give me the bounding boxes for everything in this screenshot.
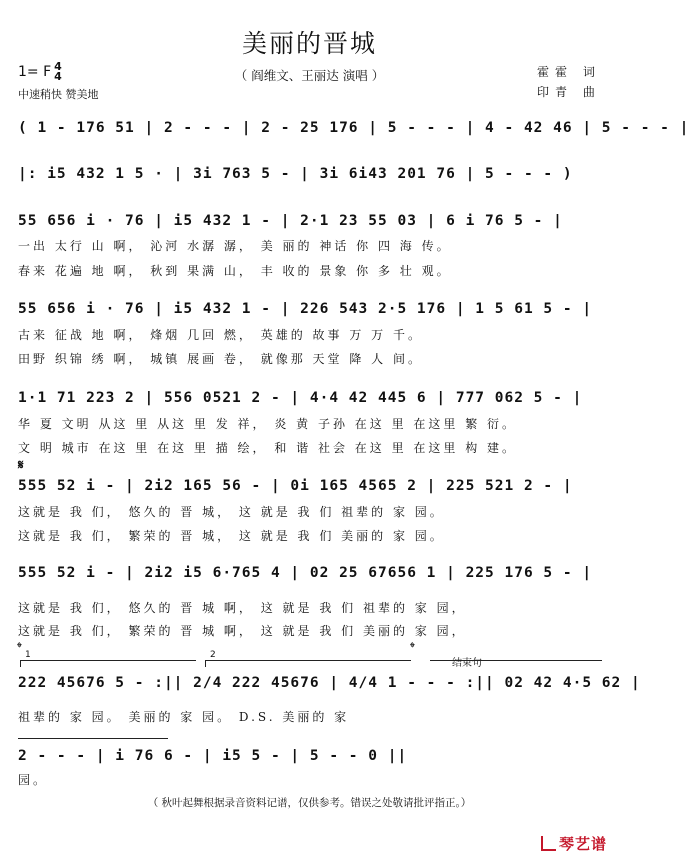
lyric-line-9: 这就是 我 们， 悠久的 晋 城 啊， 这 就是 我 们 祖辈的 家 园， (18, 601, 467, 615)
lyric-line-3: 古来 征战 地 啊， 烽烟 几回 燃， 英雄的 故事 万 万 千。 (18, 328, 423, 342)
volta-1-label: 1 (25, 650, 31, 660)
lyric-line-4: 田野 织锦 绣 啊， 城镇 展画 卷， 就像那 天堂 降 人 间。 (18, 352, 423, 366)
volta-bracket-2 (205, 650, 411, 667)
ending-bracket (430, 660, 602, 667)
notation-row-2: |: i5 432 1 5 · | 3i 763 5 - | 3i 6i43 201 76 | 5 - - - ) (18, 166, 573, 182)
coda-sign-right: 𝄌 (410, 640, 415, 656)
lyric-line-8: 这就是 我 们， 繁荣的 晋 城， 这 就是 我 们 美丽的 家 园。 (18, 529, 445, 543)
lyricist-credit: 霍霍 词 (537, 65, 601, 79)
lyric-line-1: 一出 太行 山 啊， 沁河 水潺 潺， 美 丽的 神话 你 四 海 传。 (18, 239, 452, 253)
notation-row-6: 555 52 i - | 2i2 165 56 - | 0i 165 4565 2 | 225 521 2 - | (18, 478, 573, 494)
lyric-line-11: 祖辈的 家 园。 美丽的 家 园。 D.S. 美丽的 家 (18, 710, 350, 724)
notation-row-7: 555 52 i - | 2i2 i5 6·765 4 | 02 25 67656 1 | 225 176 5 - | (18, 565, 593, 581)
volta-bracket-1 (20, 650, 196, 667)
tempo-marking: 中速稍快 赞美地 (18, 88, 99, 101)
ending-label: 结束句 (452, 658, 482, 669)
lyric-line-5: 华 夏 文明 从这 里 从这 里 发 祥， 炎 黄 子孙 在这 里 在这里 繁 衍。 (18, 417, 518, 431)
tie-arc-row-9 (18, 738, 168, 745)
notation-row-9: 2 - - - | i 76 6 - | i5 5 - | 5 - - 0 || (18, 748, 408, 764)
lyric-line-7: 这就是 我 们， 悠久的 晋 城， 这 就是 我 们 祖辈的 家 园。 (18, 505, 445, 519)
lyric-line-6: 文 明 城市 在这 里 在这 里 描 绘， 和 谐 社会 在这 里 在这里 构 建。 (18, 441, 518, 455)
footer-note: （ 秋叶起舞根据录音资料记谱，仅供参考。错误之处敬请批评指正。） (147, 797, 472, 809)
notation-row-1: ( 1 - 176 51 | 2 - - - | 2 - 25 176 | 5 - - - | 4 - 42 46 | 5 - - - | (18, 120, 689, 136)
segno-sign: 𝄋 (18, 458, 24, 473)
coda-sign-left: 𝄌 (17, 640, 22, 656)
volta-2-label: 2 (210, 650, 216, 660)
notation-row-4: 55 656 i · 76 | i5 432 1 - | 226 543 2·5 176 | 1 5 61 5 - | (18, 301, 593, 317)
lyric-line-10: 这就是 我 们， 繁荣的 晋 城 啊， 这 就是 我 们 美丽的 家 园， (18, 624, 467, 638)
logo-text: 琴艺谱 (558, 835, 607, 853)
composer-credit: 印青 曲 (537, 85, 601, 99)
notation-row-5: 1·1 71 223 2 | 556 0521 2 - | 4·4 42 445 6 | 777 062 5 - | (18, 390, 583, 406)
notation-row-8: 222 45676 5 - :|| 2/4 222 45676 | 4/4 1 - - - :|| 02 42 4·5 62 | (18, 675, 641, 691)
notation-row-3: 55 656 i · 76 | i5 432 1 - | 2·1 23 55 03 | 6 i 76 5 - | (18, 213, 563, 229)
singers: （ 阎维文、王丽达 演唱 ） (234, 68, 385, 83)
key-label: 1= F (18, 64, 52, 80)
lyric-line-12: 园。 (18, 773, 49, 787)
time-bottom: 4 (54, 70, 62, 83)
song-title: 美丽的晋城 (241, 29, 377, 58)
time-top: 4 (54, 60, 62, 73)
lyric-line-2: 春来 花遍 地 啊， 秋到 果满 山， 丰 收的 景象 你 多 壮 观。 (18, 264, 452, 278)
site-logo[interactable] (541, 833, 607, 854)
logo-icon (541, 836, 556, 851)
